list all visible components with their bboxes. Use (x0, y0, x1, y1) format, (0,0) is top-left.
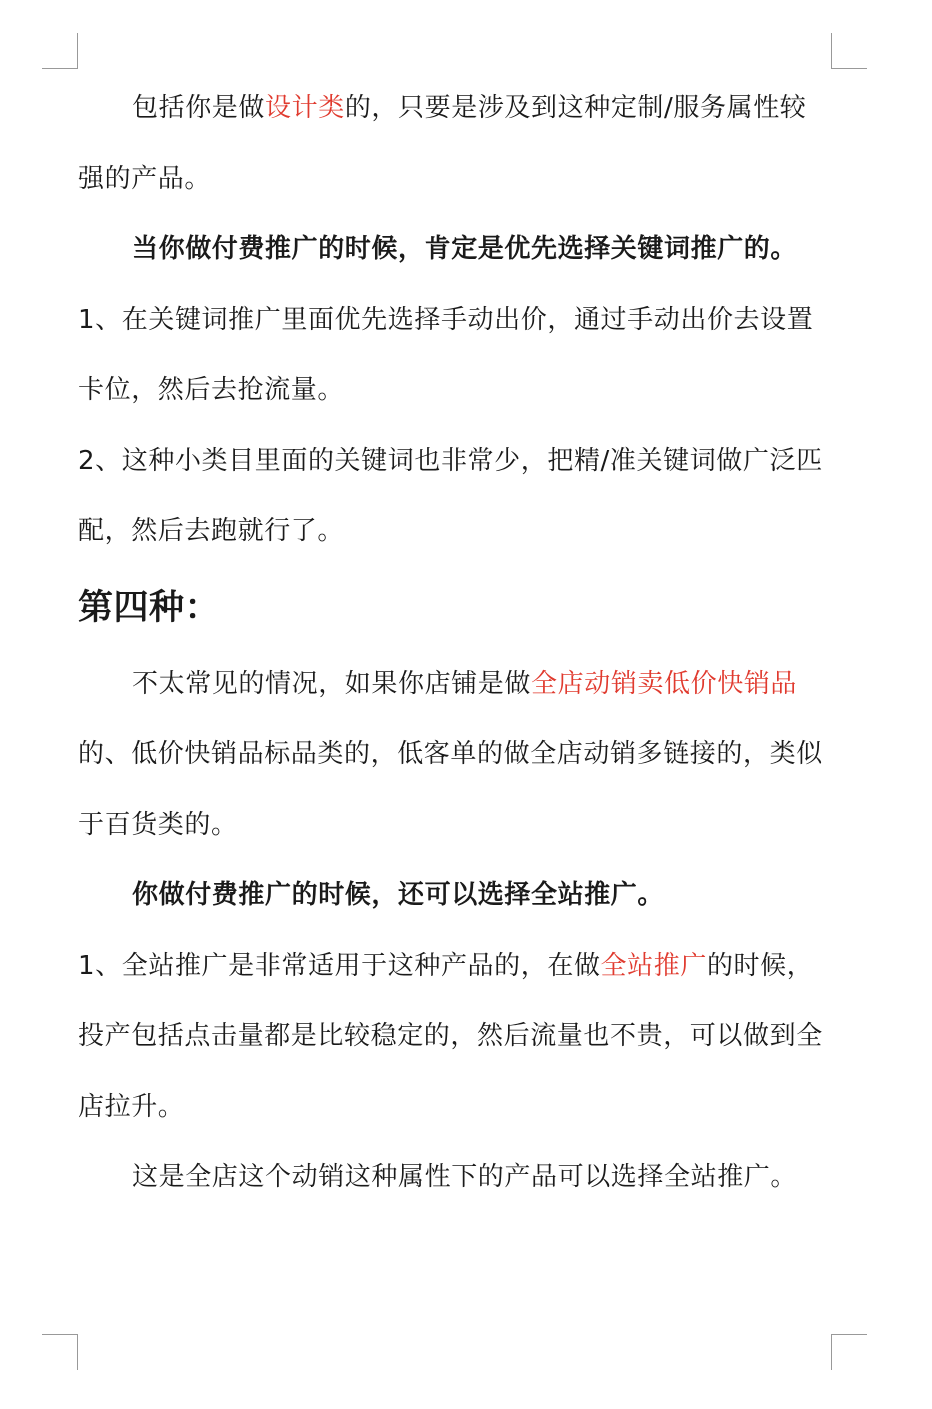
highlight-store-wide: 全店动销卖低价快销品 (531, 668, 798, 699)
list-item-1-site-promo: 1、全站推广是非常适用于这种产品的，在做全站推广的时候，投产包括点击量都是比较稳定的，然后流量也不贵，可以做到全店拉升。 (78, 950, 823, 1122)
list-item-2-broad-match: 2、这种小类目里面的关键词也非常少，把精/准关键词做广泛匹配，然后去跑就行了。 (78, 445, 823, 546)
paragraph-conclusion: 这是全店这个动销这种属性下的产品可以选择全站推广。 (132, 1162, 798, 1192)
list-item-1-manual-bid: 1、在关键词推广里面优先选择手动出价，通过手动出价去设置卡位，然后去抢流量。 (78, 304, 814, 405)
highlight-site-promo: 全站推广 (600, 950, 707, 981)
document-body (78, 73, 832, 1213)
paragraph-fast-moving-goods: 不太常见的情况，如果你店铺是做全店动销卖低价快销品的、低价快销品标品类的，低客单的做全店动销多链接的，类似于百货类的。 (78, 668, 823, 840)
paragraph-site-promo-tip: 你做付费推广的时候，还可以选择全站推广。 (132, 880, 665, 910)
highlight-design: 设计类 (265, 93, 345, 123)
paragraph-design-products: 包括你是做设计类的，只要是涉及到这种定制/服务属性较强的产品。 (78, 93, 807, 194)
paragraph-keyword-promo-tip: 当你做付费推广的时候，肯定是优先选择关键词推广的。 (132, 234, 798, 264)
section-heading-fourth: 第四种： (78, 587, 221, 628)
